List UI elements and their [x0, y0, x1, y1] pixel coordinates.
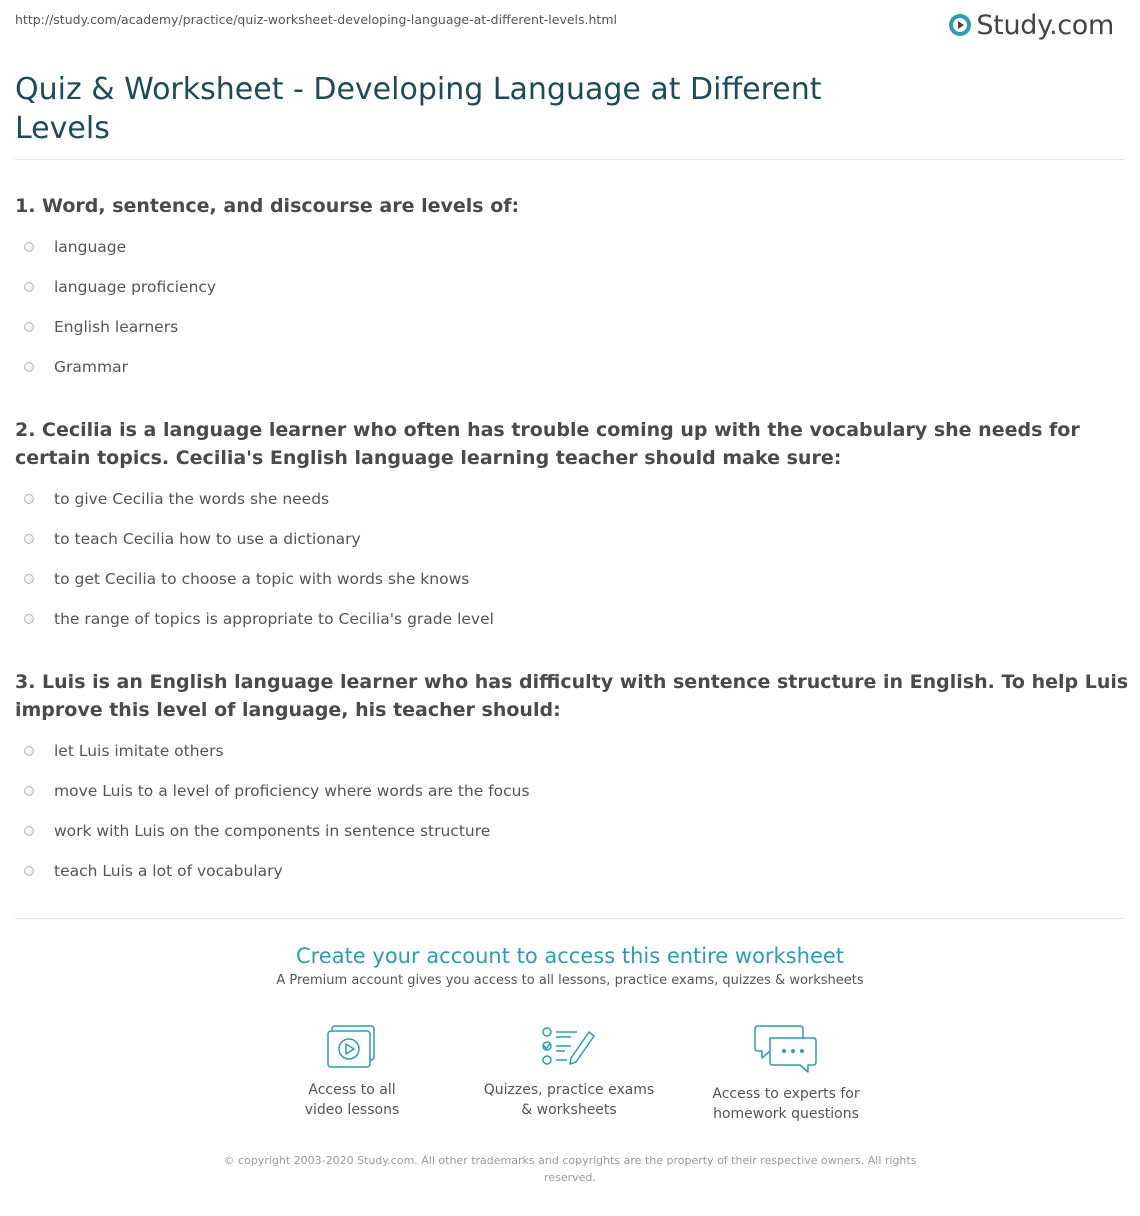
radio-button[interactable] — [24, 494, 34, 504]
answer-option[interactable] — [15, 519, 1130, 559]
radio-button[interactable] — [24, 362, 34, 372]
top-bar — [0, 0, 1140, 48]
radio-button[interactable] — [24, 826, 34, 836]
answer-label: language proficiency — [54, 278, 217, 296]
page-url: http://study.com/academy/practice/quiz-worksheet-developing-language-at-different-levels.html — [15, 12, 617, 27]
study-logo[interactable] — [948, 7, 1114, 43]
radio-button[interactable] — [24, 322, 34, 332]
answer-option[interactable] — [15, 771, 1130, 811]
feature-video-lessons — [252, 1024, 452, 1120]
cta-subtitle: A Premium account gives you access to all lessons, practice exams, quizzes & worksheets — [276, 973, 864, 988]
title-divider — [15, 159, 1125, 160]
answer-options — [15, 227, 1130, 387]
answer-option[interactable] — [15, 731, 1130, 771]
expert-chat-icon — [754, 1024, 818, 1074]
answer-label: teach Luis a lot of vocabulary — [54, 862, 283, 880]
copyright: © copyright 2003-2020 Study.com. All other trademarks and copyrights are the property of their respective owners. All rights reserved. — [223, 1154, 917, 1184]
answer-options — [15, 479, 1130, 639]
answer-option[interactable] — [15, 479, 1130, 519]
feature-experts — [686, 1024, 886, 1124]
question-2 — [15, 416, 1130, 639]
radio-button[interactable] — [24, 242, 34, 252]
answer-label: language — [54, 238, 127, 256]
question-text: 2. Cecilia is a language learner who often has trouble coming up with the vocabulary she needs for certain topics. Cecilia's English language learning teacher should make sure: — [15, 419, 1080, 469]
answer-label: the range of topics is appropriate to Cecilia's grade level — [54, 610, 494, 628]
video-lessons-icon — [326, 1024, 378, 1070]
logo-text: Study.com — [976, 9, 1114, 41]
answer-label: work with Luis on the components in sentence structure — [54, 822, 491, 840]
answer-label: to teach Cecilia how to use a dictionary — [54, 530, 361, 548]
radio-button[interactable] — [24, 786, 34, 796]
question-text: 1. Word, sentence, and discourse are levels of: — [15, 195, 520, 217]
radio-button[interactable] — [24, 614, 34, 624]
feature-quizzes — [469, 1024, 669, 1120]
answer-label: let Luis imitate others — [54, 742, 224, 760]
answer-label: to get Cecilia to choose a topic with words she knows — [54, 570, 470, 588]
answer-option[interactable] — [15, 599, 1130, 639]
feature-label: Access to all video lessons — [304, 1082, 400, 1118]
radio-button[interactable] — [24, 746, 34, 756]
radio-button[interactable] — [24, 866, 34, 876]
radio-button[interactable] — [24, 574, 34, 584]
answer-option[interactable] — [15, 347, 1130, 387]
answer-label: Grammar — [54, 358, 128, 376]
answer-label: move Luis to a level of proficiency where words are the focus — [54, 782, 530, 800]
quiz-checklist-icon — [541, 1024, 597, 1070]
answer-option[interactable] — [15, 811, 1130, 851]
answer-option[interactable] — [15, 559, 1130, 599]
answer-option[interactable] — [15, 307, 1130, 347]
radio-button[interactable] — [24, 534, 34, 544]
page-title: Quiz & Worksheet - Developing Language at Different Levels — [15, 72, 822, 146]
cta-link[interactable]: Create your account to access this entire worksheet — [295, 944, 845, 968]
answer-option[interactable] — [15, 851, 1130, 891]
answer-options — [15, 731, 1130, 891]
question-1 — [15, 192, 1130, 387]
answer-label: to give Cecilia the words she needs — [54, 490, 330, 508]
answer-option[interactable] — [15, 227, 1130, 267]
play-logo-icon — [948, 13, 972, 37]
feature-label: Access to experts for homework questions — [712, 1086, 860, 1122]
cta-section — [0, 942, 1140, 990]
radio-button[interactable] — [24, 282, 34, 292]
answer-label: English learners — [54, 318, 179, 336]
cta-divider — [15, 918, 1125, 919]
question-text: 3. Luis is an English language learner who has difficulty with sentence structure in English. To help Luis improve this level of language, his teacher should: — [15, 671, 1129, 721]
answer-option[interactable] — [15, 267, 1130, 307]
question-3 — [15, 668, 1130, 891]
feature-label: Quizzes, practice exams & worksheets — [483, 1082, 655, 1118]
